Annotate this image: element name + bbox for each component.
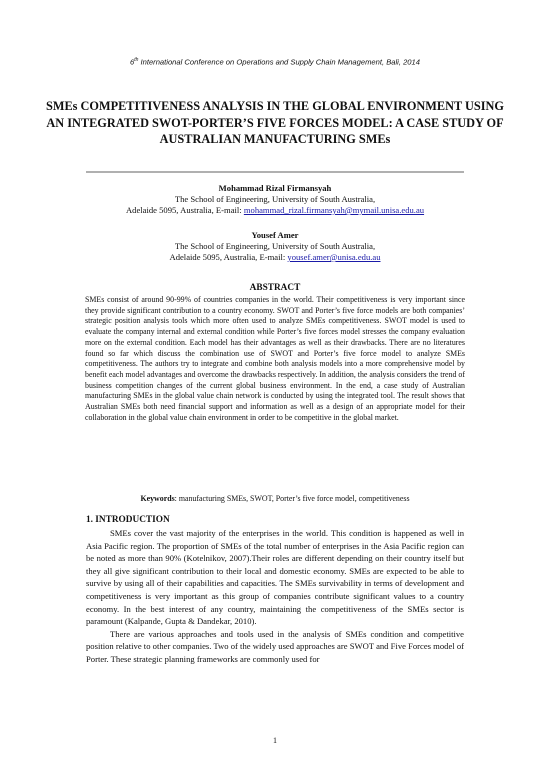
conference-ordinal-suffix: th (134, 57, 139, 63)
keywords-text: : manufacturing SMEs, SWOT, Porter’s five force model, competitiveness (174, 494, 410, 503)
author-name: Yousef Amer (251, 230, 299, 240)
body-paragraph: SMEs cover the vast majority of the enterprises in the world. This condition is happened as well in Asia Pacific region. The proportion of SMEs of the total number of enterprises in the Asia Pacific region can be noted as more than 90% (Kotelnikov, 2007).Their roles are different depending on their country itself but they all give significant contribution to their local and domestic economy. SMEs are expected to be able to survive by using all of their capabilities and capacities. The SMEs survivability in terms of development and competitiveness is very important as this group of companies contribute significant values to a country economy. In the best interest of any country, maintaining the competitiveness of the SMEs sector is paramount (Kalpande, Gupta & Dandekar, 2010). (86, 528, 464, 627)
paper-title: SMEs COMPETITIVENESS ANALYSIS IN THE GLOBAL ENVIRONMENT USING AN INTEGRATED SWOT-PORTER’S FIVE FORCES MODEL: A CASE STUDY OF AUSTRALIAN MANUFACTURING SMEs (46, 99, 504, 146)
abstract-heading: ABSTRACT (249, 283, 301, 293)
author-email-link[interactable]: yousef.amer@unisa.edu.au (287, 252, 381, 262)
author-address: Adelaide 5095, Australia, E-mail: mohammad_rizal.firmansyah@mymail.unisa.edu.au (125, 205, 425, 215)
page-number: 1 (273, 736, 277, 745)
title-divider (86, 171, 464, 173)
author-affiliation: The School of Engineering, University of South Australia, (174, 241, 376, 251)
author-affiliation: The School of Engineering, University of South Australia, (174, 194, 376, 204)
section-body (86, 527, 464, 666)
body-paragraph: There are various approaches and tools used in the analysis of SMEs condition and competitive position relative to other companies. Two of the widely used approaches are SWOT and Five Forces model of Porter. These strategic planning frameworks are commonly used for (86, 628, 464, 664)
author-address: Adelaide 5095, Australia, E-mail: yousef.amer@unisa.edu.au (169, 252, 381, 262)
author-email-link[interactable]: mohammad_rizal.firmansyah@mymail.unisa.edu.au (243, 205, 425, 215)
section-heading: 1. INTRODUCTION (86, 515, 170, 525)
author-name: Mohammad Rizal Firmansyah (218, 183, 332, 193)
keywords-line (0, 494, 550, 503)
author-block-2 (0, 230, 550, 263)
keywords-label: Keywords (140, 494, 175, 503)
conference-header (0, 57, 550, 67)
abstract-text: SMEs consist of around 90-99% of countries companies in the world. Their competitiveness is very important since they provide significant contribution to a country economy. SWOT and Porter’s five force models are both companies’ strategic position analysis tools which more often used to analyze SMEs competitiveness. SWOT model is used to evaluate the company internal and external condition while Porter’s five forces model stresses the company evaluation more on the external condition. Each model has their advantages as well as their drawbacks. There are no literatures found so far which discuss the combination use of SWOT and Porter’s five force model to analyze SMEs competitiveness. The authors try to integrate and combine both analysis models into a more comprehensive model by benefit each model advantages and overcome the drawbacks respectively. In addition, the analysis considers the trend of business competition changes of the current global business environment. In the end, a case study of Australian manufacturing SMEs in the global value chain network is conducted by using the integrated tool. The result shows that Australian SMEs both need financial support and information as well as a design of an appropriate model for their collaboration in the global value chain environment in order to be competitive in the global market. (85, 295, 465, 422)
conference-ordinal: 6 (130, 57, 135, 67)
author-block-1 (0, 183, 550, 216)
conference-name: International Conference on Operations and Supply Chain Management, Bali, 2014 (138, 57, 420, 67)
